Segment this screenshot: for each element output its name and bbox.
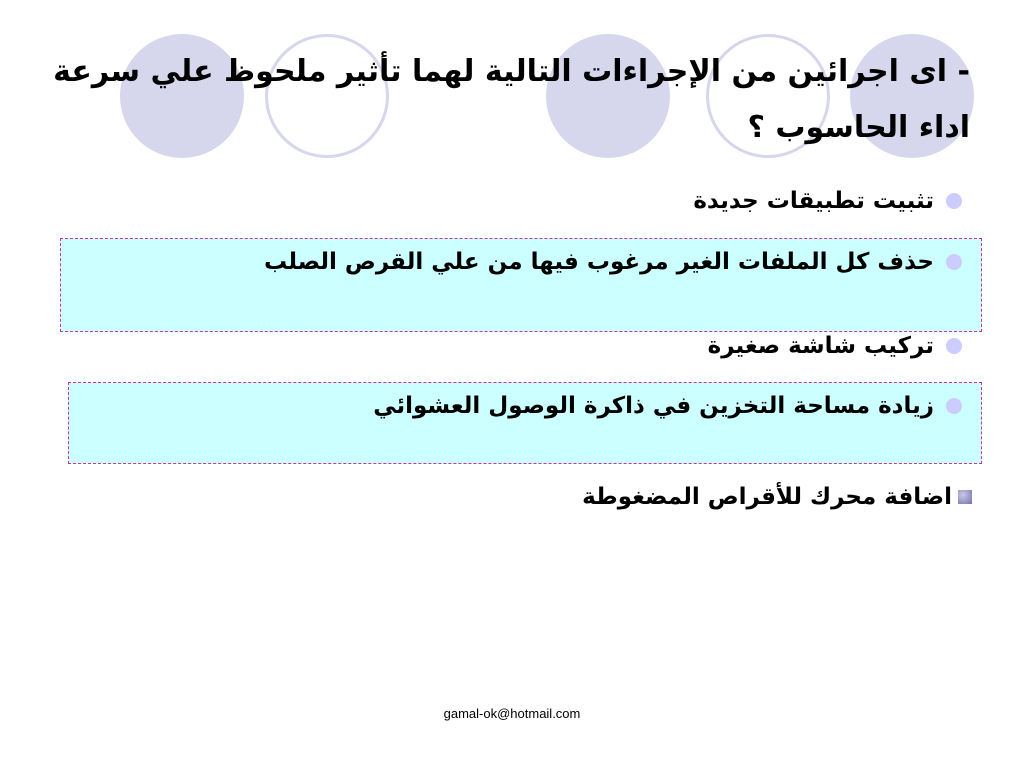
- option-item: [582, 484, 972, 510]
- option-item: [264, 249, 962, 275]
- option-label: تثبيت تطبيقات جديدة: [693, 188, 934, 214]
- option-item: [693, 188, 962, 214]
- option-label: زيادة مساحة التخزين في ذاكرة الوصول العشوائي: [373, 393, 934, 419]
- option-label: حذف كل الملفات الغير مرغوب فيها من علي القرص الصلب: [264, 249, 934, 275]
- bullet-icon: [946, 398, 962, 414]
- option-label: اضافة محرك للأقراص المضغوطة: [582, 484, 952, 510]
- option-item: [373, 393, 962, 419]
- slide-title: - ای اجرائين من الإجراءات التالية لهما تأثير ملحوظ علي سرعة اداء الحاسوب ؟: [53, 54, 970, 145]
- option-item: [708, 333, 962, 359]
- bullet-icon: [946, 193, 962, 209]
- option-label: تركيب شاشة صغيرة: [707, 333, 934, 359]
- square-bullet-icon: [958, 490, 972, 504]
- bullet-icon: [946, 254, 962, 270]
- footer-email: gamal-ok@hotmail.com: [443, 706, 581, 721]
- bullet-icon: [946, 338, 962, 354]
